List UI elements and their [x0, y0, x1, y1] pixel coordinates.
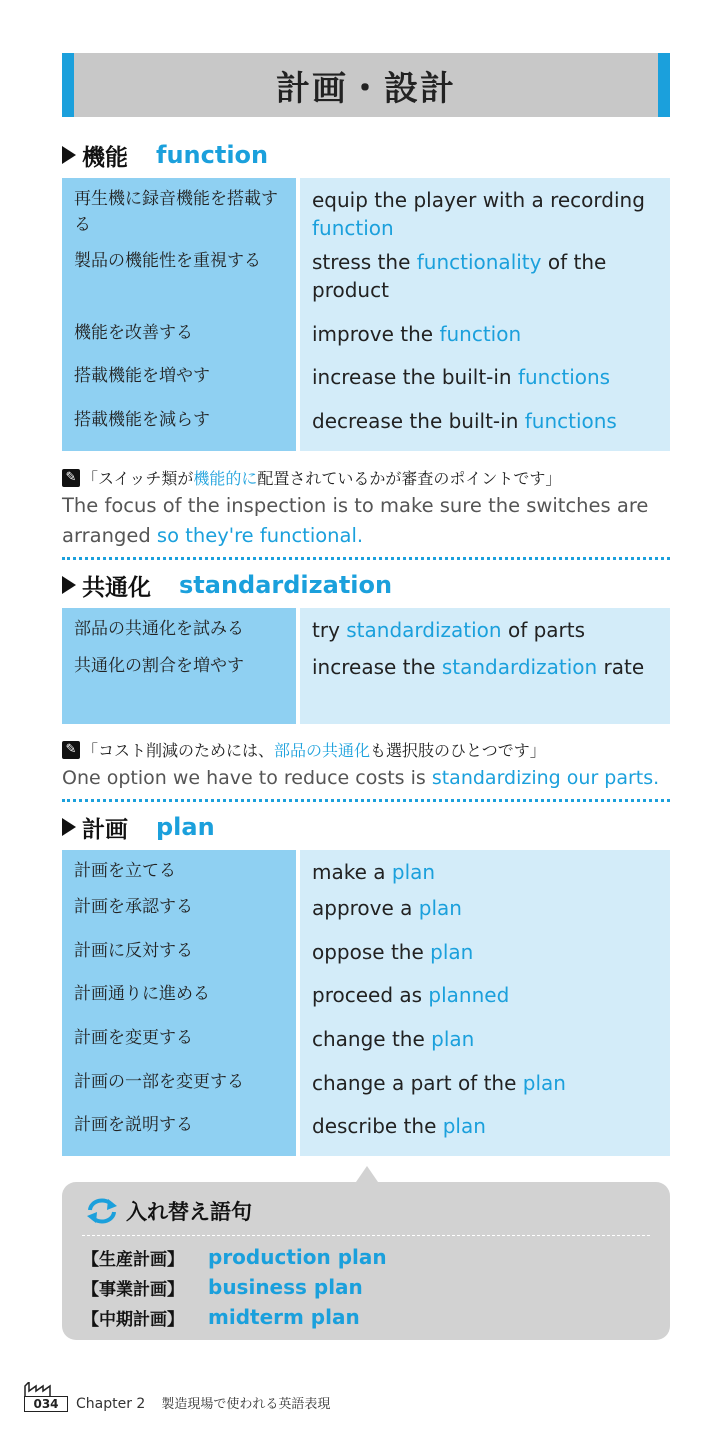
- replacement-header: [84, 1196, 252, 1226]
- table-row: [62, 248, 670, 320]
- factory-icon: [24, 1382, 68, 1412]
- phrase-ja: 搭載機能を減らす: [62, 407, 296, 451]
- table-row: [62, 320, 670, 363]
- section-divider: [62, 799, 670, 802]
- phrase-ja: 搭載機能を増やす: [62, 363, 296, 407]
- section-title-en: plan: [156, 813, 215, 841]
- section-title-en: function: [156, 141, 269, 169]
- phrase-en: try standardization of parts: [300, 608, 670, 653]
- pencil-icon: ✎: [62, 469, 80, 487]
- chapter-label: Chapter 2: [76, 1396, 146, 1412]
- phrase-ja: 計画を説明する: [62, 1112, 296, 1156]
- phrase-en: change the plan: [300, 1025, 670, 1069]
- phrase-ja: 計画を立てる: [62, 850, 296, 894]
- example-standardization: [62, 738, 670, 793]
- triangle-bullet-icon: [62, 146, 76, 164]
- page-title: 計画・設計: [276, 68, 456, 109]
- example-en: One option we have to reduce costs is standardizing our parts.: [62, 767, 660, 789]
- phrase-ja: 計画の一部を変更する: [62, 1069, 296, 1112]
- list-item: [82, 1272, 387, 1302]
- list-item: [82, 1302, 387, 1332]
- vocab-table-standardization: [62, 608, 670, 724]
- phrase-en: increase the standardization rate: [300, 653, 670, 724]
- section-title-ja: 共通化: [82, 574, 151, 601]
- triangle-bullet-icon: [62, 818, 76, 836]
- phrase-en: describe the plan: [300, 1112, 670, 1156]
- table-row: [62, 363, 670, 407]
- replacement-en: midterm plan: [208, 1305, 360, 1329]
- section-title-function: [62, 137, 268, 173]
- phrase-ja: 計画を変更する: [62, 1025, 296, 1069]
- vocab-table-plan: [62, 850, 670, 1156]
- table-row: [62, 653, 670, 724]
- replacement-en: business plan: [208, 1275, 363, 1299]
- example-ja: ✎ 「スイッチ類が 機能的に 配置されているかが審査のポイントです」: [62, 466, 670, 489]
- example-en: The focus of the inspection is to make sure the switches are arranged so they're functional.: [62, 494, 649, 547]
- table-row: [62, 608, 670, 653]
- table-row: [62, 850, 670, 894]
- phrase-en: oppose the plan: [300, 938, 670, 981]
- replacement-en: production plan: [208, 1245, 387, 1269]
- phrase-en: decrease the built-in functions: [300, 407, 670, 451]
- section-title-standardization: [62, 567, 392, 603]
- phrase-en: change a part of the plan: [300, 1069, 670, 1112]
- table-row: [62, 1112, 670, 1156]
- page-footer: [24, 1382, 330, 1412]
- page-number: 034: [24, 1396, 68, 1412]
- callout-pointer: [356, 1166, 378, 1182]
- section-title-ja: 機能: [82, 144, 128, 171]
- phrase-en: improve the function: [300, 320, 670, 363]
- chapter-title: 製造現場で使われる英語表現: [161, 1397, 331, 1412]
- phrase-ja: 機能を改善する: [62, 320, 296, 363]
- table-row: [62, 1025, 670, 1069]
- phrase-ja: 製品の機能性を重視する: [62, 248, 296, 320]
- table-row: [62, 407, 670, 451]
- phrase-ja: 共通化の割合を増やす: [62, 653, 296, 724]
- vocab-table-function: [62, 178, 670, 451]
- replacement-list: [82, 1242, 387, 1332]
- phrase-en: proceed as planned: [300, 981, 670, 1025]
- replacement-ja: 【生産計画】: [82, 1249, 184, 1270]
- list-item: [82, 1242, 387, 1272]
- phrase-ja: 計画通りに進める: [62, 981, 296, 1025]
- section-divider: [62, 557, 670, 560]
- replacement-phrases-box: [62, 1182, 670, 1340]
- table-row: [62, 981, 670, 1025]
- table-row: [62, 894, 670, 938]
- refresh-arrows-icon: [84, 1196, 120, 1226]
- replacement-ja: 【事業計画】: [82, 1279, 184, 1300]
- page-header: [62, 53, 670, 117]
- section-title-plan: [62, 809, 215, 845]
- phrase-ja: 計画に反対する: [62, 938, 296, 981]
- phrase-ja: 再生機に録音機能を搭載する: [62, 178, 296, 248]
- table-row: [62, 1069, 670, 1112]
- phrase-en: increase the built-in functions: [300, 363, 670, 407]
- phrase-en: make a plan: [300, 850, 670, 894]
- phrase-en: equip the player with a recording function: [300, 178, 670, 248]
- table-row: [62, 938, 670, 981]
- section-title-en: standardization: [179, 571, 393, 599]
- triangle-bullet-icon: [62, 576, 76, 594]
- phrase-en: approve a plan: [300, 894, 670, 938]
- example-function: [62, 466, 670, 551]
- phrase-en: stress the functionality of the product: [300, 248, 670, 320]
- table-row: [62, 178, 670, 248]
- section-title-ja: 計画: [82, 816, 128, 843]
- dashed-separator: [82, 1235, 650, 1236]
- phrase-ja: 部品の共通化を試みる: [62, 608, 296, 653]
- pencil-icon: ✎: [62, 741, 80, 759]
- replacement-ja: 【中期計画】: [82, 1309, 184, 1330]
- example-ja: ✎ 「コスト削減のためには、 部品の共通化 も選択肢のひとつです」: [62, 738, 670, 761]
- replacement-title: 入れ替え語句: [126, 1200, 252, 1224]
- phrase-ja: 計画を承認する: [62, 894, 296, 938]
